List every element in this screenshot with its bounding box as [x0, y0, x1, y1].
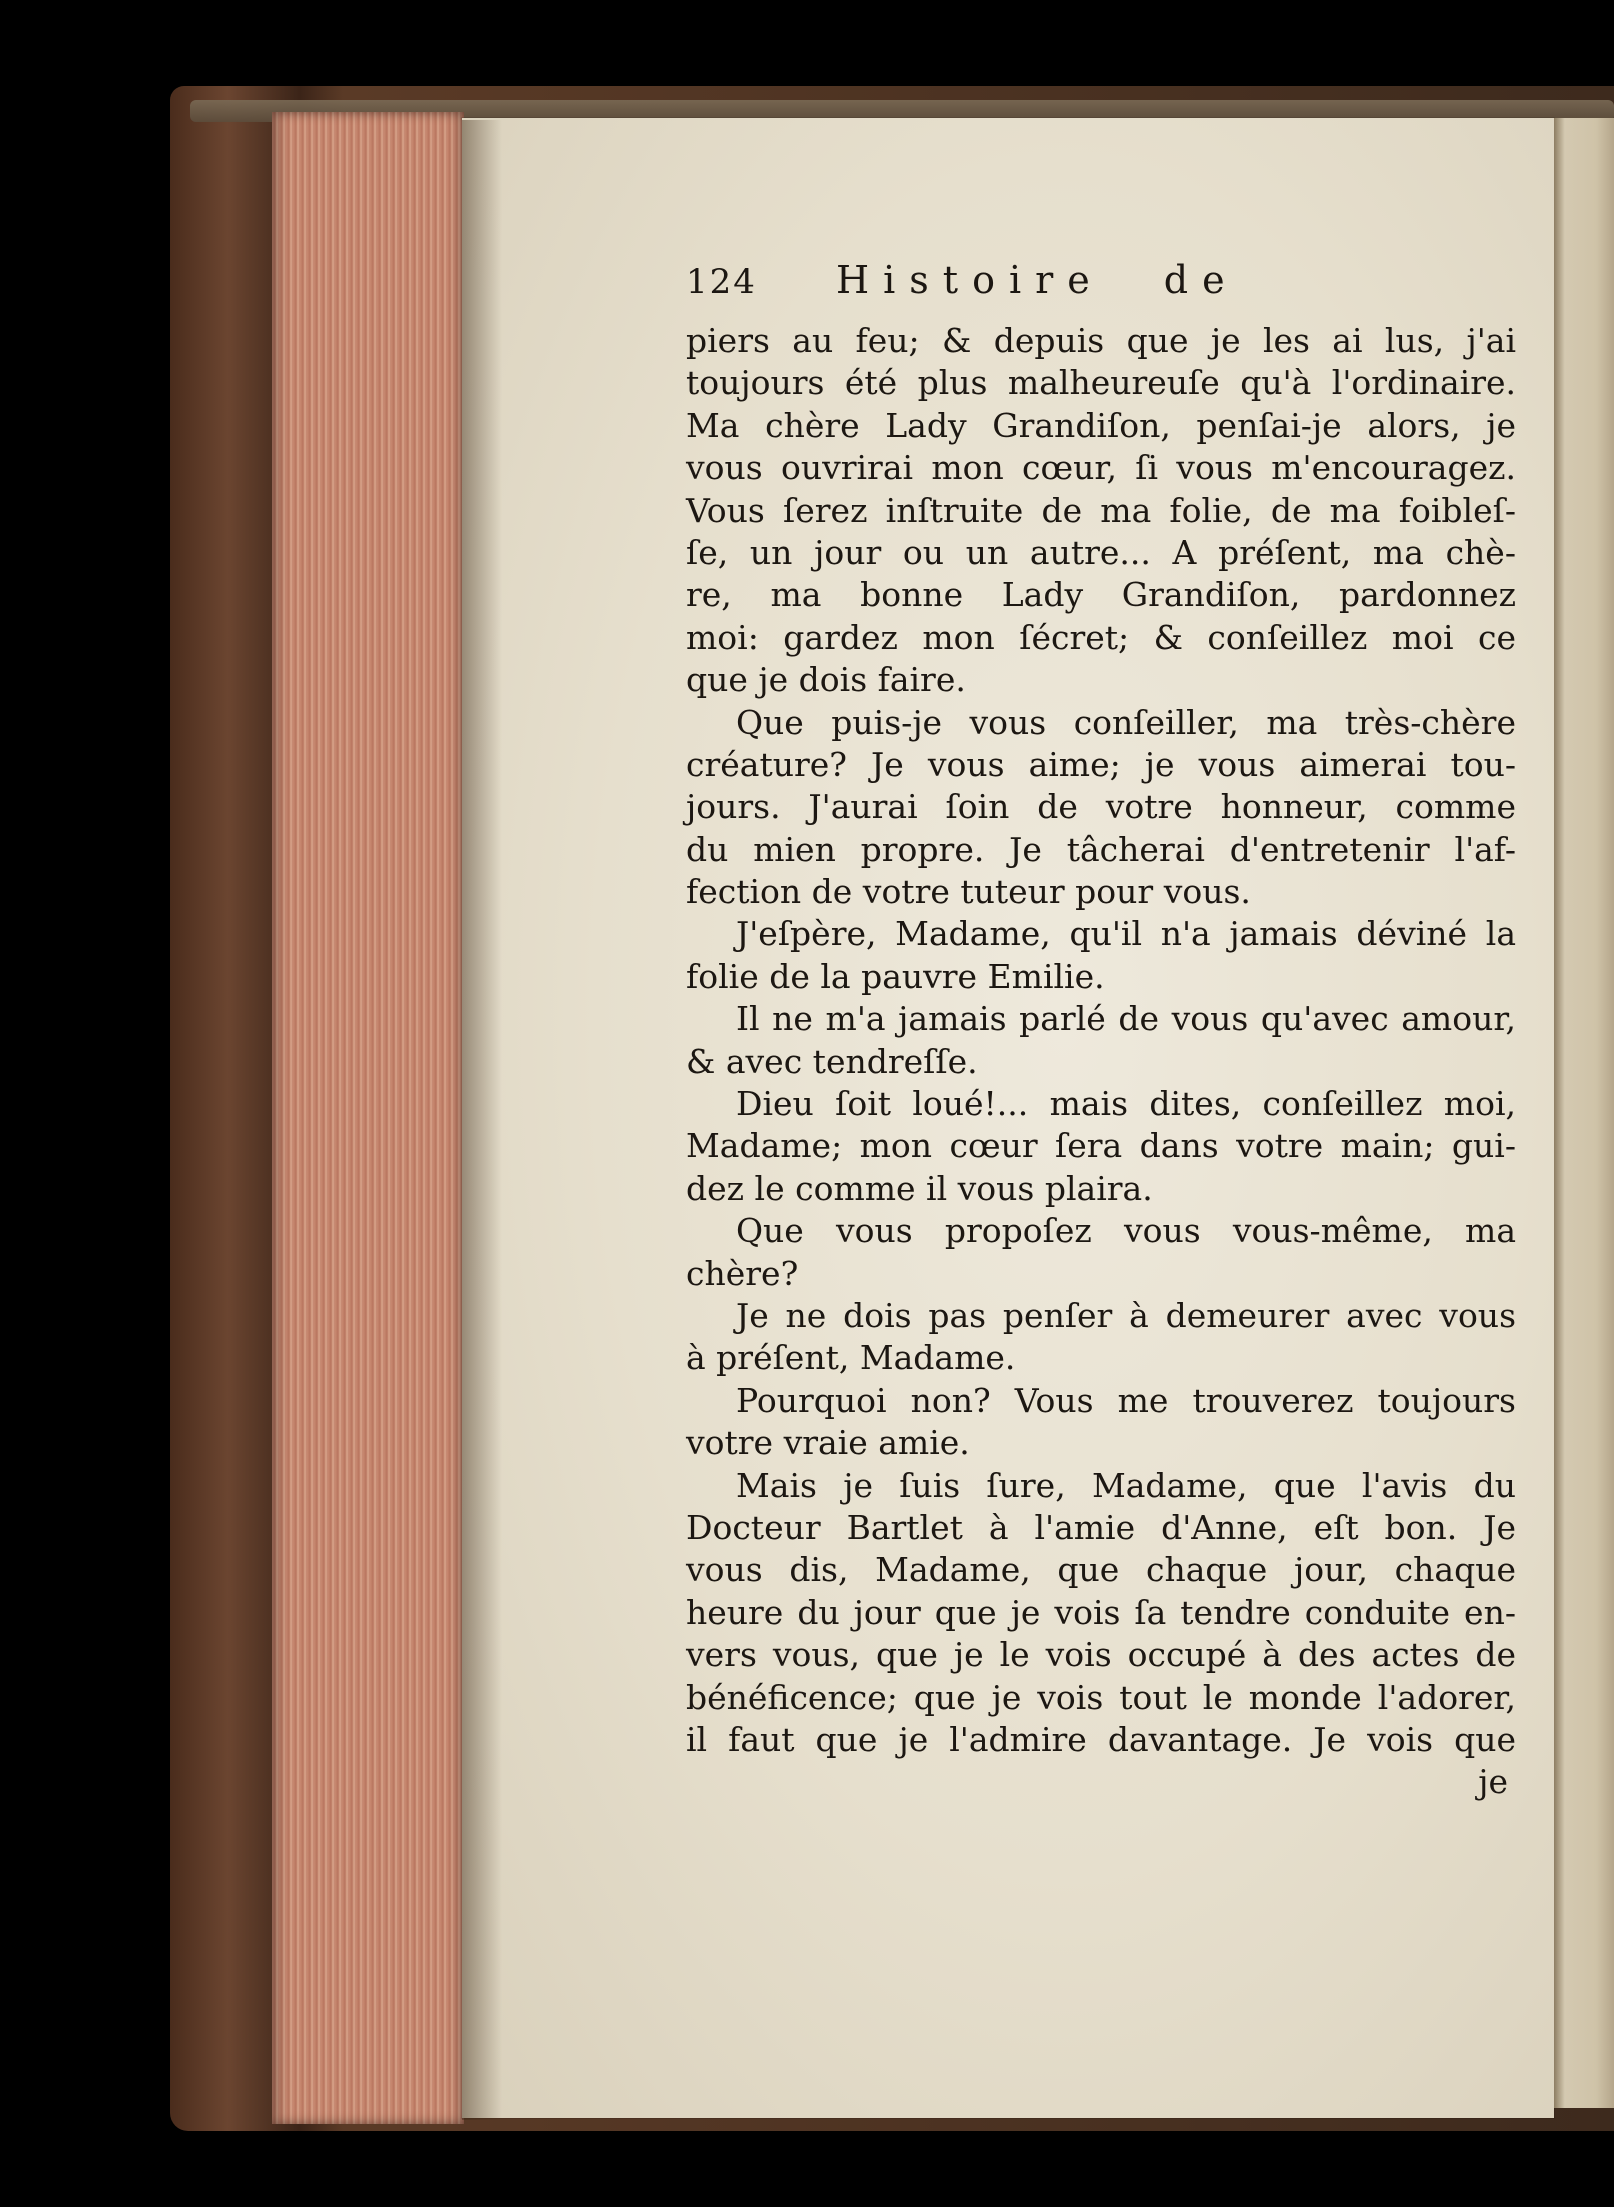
text-line: vous dis, Madame, que chaque jour, chaque [686, 1550, 1516, 1590]
text-line: moi: gardez mon ſécret; & conſeillez moi ce [686, 617, 1516, 657]
text-line: toujours été plus malheureuſe qu'à l'ordinaire. [686, 363, 1516, 403]
text-line: Que vous propoſez vous vous-même, ma [736, 1211, 1516, 1251]
body-text [686, 320, 1516, 1761]
text-line: Que puis-je vous conſeiller, ma très-chère [736, 702, 1516, 742]
text-line: Pourquoi non? Vous me trouverez toujours [736, 1380, 1516, 1420]
facing-page-edge [1554, 118, 1614, 2108]
text-line: J'eſpère, Madame, qu'il n'a jamais déviné la [736, 914, 1516, 954]
text-line: Je ne dois pas penſer à demeurer avec vous [736, 1295, 1516, 1335]
running-head [686, 258, 1516, 320]
gutter-shadow [462, 120, 502, 2120]
text-line: Mais je ſuis ſure, Madame, que l'avis du [736, 1465, 1516, 1505]
text-line: re, ma bonne Lady Grandiſon, pardonnez [686, 575, 1516, 615]
page-fore-edge [272, 112, 464, 2124]
text-line: dez le comme il vous plaira. [686, 1168, 1153, 1208]
text-line: Docteur Bartlet à l'amie d'Anne, eſt bon. Je [686, 1507, 1516, 1547]
text-line: bénéficence; que je vois tout le monde l'adorer, [686, 1677, 1516, 1717]
text-line: il faut que je l'admire davantage. Je vois que [686, 1719, 1516, 1759]
text-line: fection de votre tuteur pour vous. [686, 872, 1251, 912]
page-number: 124 [686, 262, 757, 302]
text-line: vous ouvrirai mon cœur, ſi vous m'encouragez. [686, 448, 1516, 488]
text-line: chère? [686, 1253, 799, 1293]
text-line: Il ne m'a jamais parlé de vous qu'avec amour, [736, 999, 1516, 1039]
text-line: ſe, un jour ou un autre... A préſent, ma chè- [686, 532, 1516, 572]
text-line: piers au feu; & depuis que je les ai lus, j'ai [686, 321, 1516, 360]
text-line: créature? Je vous aime; je vous aimerai tou- [686, 744, 1516, 784]
text-line: que je dois faire. [686, 660, 966, 700]
text-line: jours. J'aurai ſoin de votre honneur, comme [686, 787, 1516, 827]
text-line: folie de la pauvre Emilie. [686, 956, 1105, 996]
text-line: vers vous, que je le vois occupé à des actes de [686, 1635, 1516, 1675]
text-line: à préſent, Madame. [686, 1338, 1016, 1378]
running-head-word: Histoire [836, 258, 1104, 302]
text-line: du mien propre. Je tâcherai d'entretenir l'af- [686, 829, 1516, 869]
text-line: Madame; mon cœur ſera dans votre main; gui- [686, 1126, 1516, 1166]
catchword: je [1478, 1762, 1508, 1802]
text-line: Vous ſerez inſtruite de ma folie, de ma foibleſ- [686, 490, 1516, 530]
running-head-word: de [1163, 258, 1239, 302]
text-line: heure du jour que je vois ſa tendre conduite en- [686, 1592, 1516, 1632]
text-line: votre vraie amie. [686, 1423, 970, 1463]
text-line: Dieu ſoit loué!... mais dites, conſeillez moi, [736, 1084, 1516, 1124]
page-text-block [686, 258, 1516, 1804]
text-line: & avec tendreſſe. [686, 1041, 978, 1081]
text-line: Ma chère Lady Grandiſon, penſai-je alors, je [686, 405, 1516, 445]
